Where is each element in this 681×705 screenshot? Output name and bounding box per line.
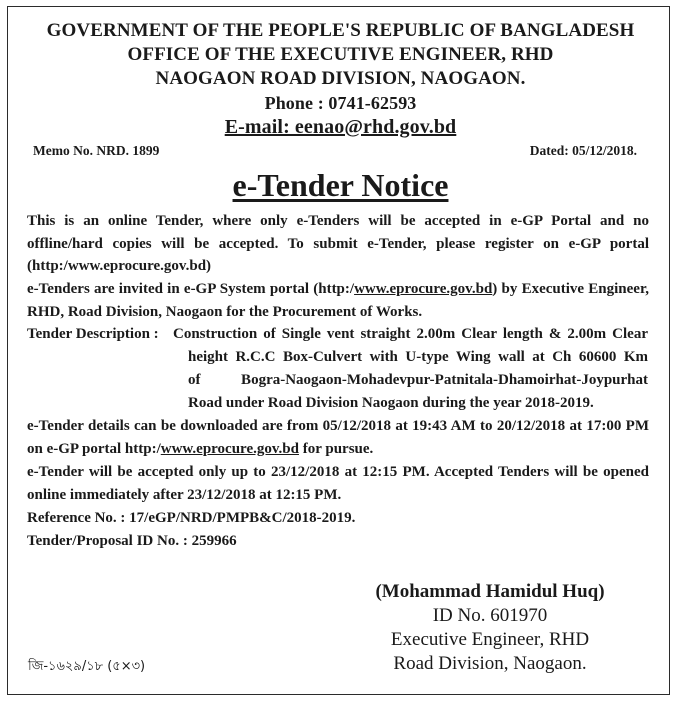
signatory-id: ID No. 601970 <box>432 605 548 626</box>
notice-title: e-Tender Notice <box>232 167 449 203</box>
invitation-paragraph <box>27 278 649 323</box>
invitation-text-pre: e-Tenders are invited in e-GP System portal (http:/ <box>27 281 355 297</box>
memo-date: Dated: 05/12/2018. <box>529 143 637 158</box>
signatory-office: Road Division, Naogaon. <box>393 653 587 674</box>
header-government: GOVERNMENT OF THE PEOPLE'S REPUBLIC OF BANGLADESH <box>46 20 635 41</box>
header-division: NAOGAON ROAD DIVISION, NAOGAON. <box>155 68 526 89</box>
tender-description-line3: of Bogra-Naogaon-Mohadevpur-Patnitala-Dhamoirhat-Joypurhat <box>188 372 648 388</box>
download-text-post: for pursue. <box>298 440 374 457</box>
intro-paragraph: This is an online Tender, where only e-Tenders will be accepted in e-GP Portal and no offline/hard copies will be accepted. To submit e-Tender, please register on e-GP portal (http:/www.eprocure.gov.bd) <box>27 213 649 275</box>
header-office: OFFICE OF THE EXECUTIVE ENGINEER, RHD <box>127 44 554 65</box>
header-email: E-mail: eenao@rhd.gov.bd <box>224 116 457 138</box>
notice-title-wrap <box>0 166 681 204</box>
eprocure-link[interactable]: www.eprocure.gov.bd <box>354 281 493 297</box>
header-email-wrap <box>0 116 681 139</box>
memo-number: Memo No. NRD. 1899 <box>33 143 160 158</box>
tender-id: Tender/Proposal ID No. : 259966 <box>27 533 237 549</box>
signatory-designation: Executive Engineer, RHD <box>390 629 590 650</box>
tender-description-label: Tender Description : <box>27 326 159 342</box>
download-text-pre: e-Tender details can be downloaded are from 05/12/2018 at 19:43 AM to 20/12/2018 at 17:00 PM on e-GP portal http:/ <box>27 418 649 457</box>
invitation-text-post: ) by Executive Engineer, RHD, Road Division, Naogaon for the Procurement of Works. <box>27 281 649 320</box>
acceptance-paragraph: e-Tender will be accepted only up to 23/12/2018 at 12:15 PM. Accepted Tenders will be opened online immediately after 23/12/2018 at 12:15 PM. <box>27 464 649 503</box>
reference-number: Reference No. : 17/eGP/NRD/PMPB&C/2018-2019. <box>27 510 356 526</box>
tender-description-line2: height R.C.C Box-Culvert with U-type Wing wall at Ch 60600 Km <box>188 349 648 365</box>
tender-description-line1: Construction of Single vent straight 2.00m Clear length & 2.00m Clear <box>173 326 648 342</box>
header-phone: Phone : 0741-62593 <box>264 93 417 113</box>
publication-code: জি-১৬২৯/১৮ (৫×৩) <box>28 659 146 674</box>
tender-description-line4: Road under Road Division Naogaon during the year 2018-2019. <box>188 395 594 411</box>
download-paragraph <box>27 415 649 460</box>
signatory-name: (Mohammad Hamidul Huq) <box>375 581 605 602</box>
eprocure-link-2[interactable]: www.eprocure.gov.bd <box>160 440 299 457</box>
